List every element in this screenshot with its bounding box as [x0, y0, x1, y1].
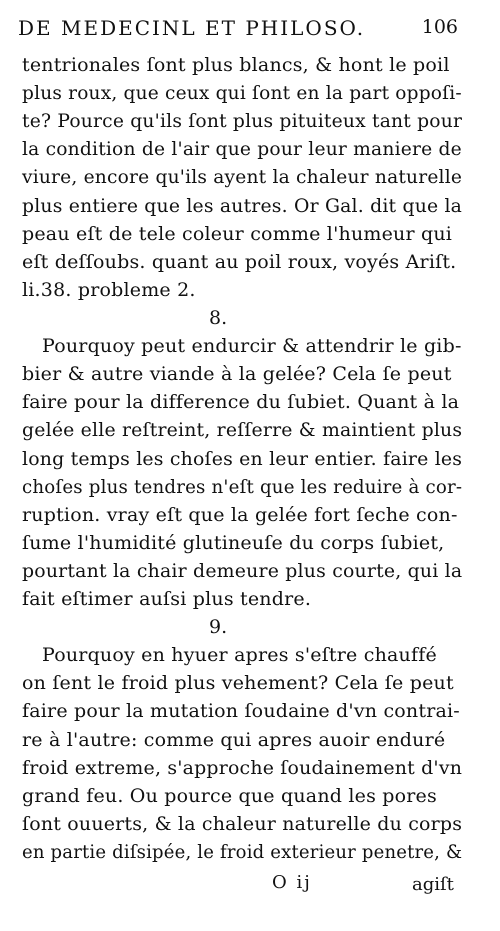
text-line: choſes plus tendres n'eſt que les reduire à cor-	[22, 476, 463, 498]
catchword: agiſt	[412, 874, 454, 895]
text-line: ſume l'humidité glutineuſe du corps ſubiet,	[22, 532, 445, 554]
running-head: DE MEDECINL ET PHILOSO.	[18, 16, 366, 40]
page-header	[18, 16, 470, 46]
text-line: froid extreme, s'approche ſoudainement d'vn	[22, 757, 463, 779]
text-line: faire pour la mutation ſoudaine d'vn contrai-	[22, 700, 460, 722]
text-line: peau eſt de tele coleur comme l'humeur qui	[22, 223, 453, 245]
text-line: eſt deſſoubs. quant au poil roux, voyés Ariſt.	[22, 251, 457, 273]
text-line: plus roux, que ceux qui ſont en la part oppoſi-	[22, 82, 462, 104]
text-line: faire pour la difference du ſubiet. Quant à la	[22, 391, 460, 413]
text-line: li.38. probleme 2.	[22, 279, 196, 301]
text-line: en partie diſsipée, le froid exterieur penetre, &	[22, 841, 463, 863]
text-line: long temps les choſes en leur entier. faire les	[22, 448, 463, 470]
text-line: bier & autre viande à la gelée? Cela ſe peut	[22, 363, 452, 385]
signature-mark: O ij	[272, 872, 312, 893]
text-line: te? Pource qu'ils ſont plus pituiteux tant pour	[22, 110, 463, 132]
text-line: re à l'autre: comme qui apres auoir enduré	[22, 729, 446, 751]
text-line: Pourquoy peut endurcir & attendrir le gib-	[42, 335, 462, 357]
text-line: grand feu. Ou pource que quand les pores	[22, 785, 437, 807]
text-line: fait eſtimer auſsi plus tendre.	[22, 588, 312, 610]
text-line: tentrionales ſont plus blancs, & hont le poil	[22, 54, 450, 76]
text-line: on ſent le froid plus vehement? Cela ſe peut	[22, 672, 454, 694]
text-line: pourtant la chair demeure plus courte, qui la	[22, 560, 463, 582]
section-number-8: 8.	[209, 307, 228, 329]
page-number: 106	[421, 16, 458, 38]
text-line: gelée elle reſtreint, reſſerre & maintient plus	[22, 419, 463, 441]
text-line: viure, encore qu'ils ayent la chaleur naturelle	[22, 166, 463, 188]
text-line: Pourquoy en hyuer apres s'eſtre chauffé	[42, 644, 437, 666]
text-line: ſont ouuerts, & la chaleur naturelle du corps	[22, 813, 463, 835]
text-line: la condition de l'air que pour leur maniere de	[22, 138, 462, 160]
section-number-9: 9.	[209, 616, 228, 638]
text-line: ruption. vray eſt que la gelée fort ſeche con-	[22, 504, 458, 526]
text-line: plus entiere que les autres. Or Gal. dit que la	[22, 195, 463, 217]
book-page	[10, 6, 472, 926]
